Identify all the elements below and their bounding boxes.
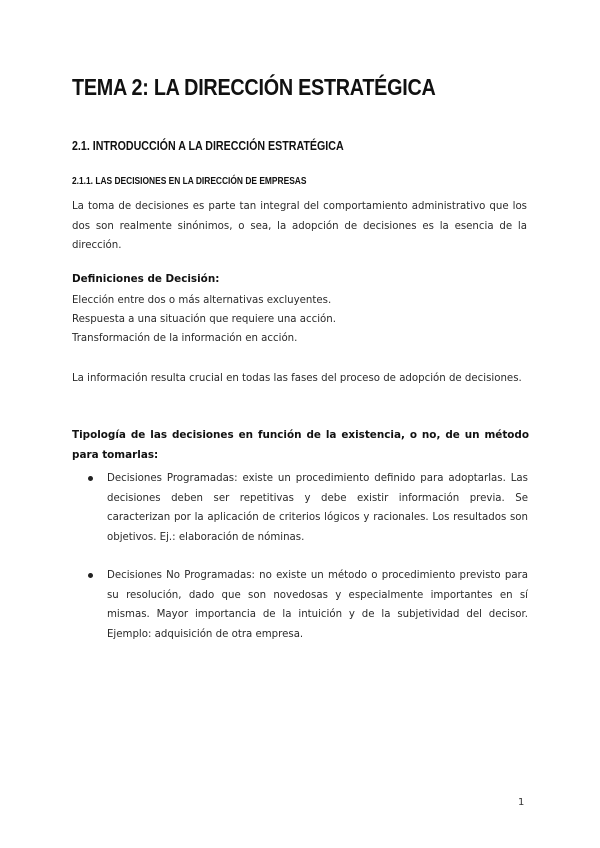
bullet-icon xyxy=(88,476,93,481)
definitions-list xyxy=(72,291,336,348)
page-number: 1 xyxy=(518,797,525,808)
definition-item: Elección entre dos o más alternativas excluyentes. xyxy=(72,295,332,306)
section-heading: 2.1. INTRODUCCIÓN A LA DIRECCIÓN ESTRATÉGICA xyxy=(72,138,344,153)
page-title: TEMA 2: LA DIRECCIÓN ESTRATÉGICA xyxy=(72,74,436,100)
list-item-text: Decisiones No Programadas: no existe un método o procedimiento previsto para su resolución, dado que son novedosas y especialmente importantes en sí mismas. Mayor importancia de la intuición y de la subjetividad del decisor. Ejemplo: adquisición de otra empresa. xyxy=(107,570,528,640)
definitions-heading: Definiciones de Decisión: xyxy=(72,273,220,285)
definition-item: Respuesta a una situación que requiere una acción. xyxy=(72,314,336,325)
list-item xyxy=(86,469,528,547)
intro-paragraph: La toma de decisiones es parte tan integral del comportamiento administrativo que los dos son realmente sinónimos, o sea, la adopción de decisiones es la esencia de la dirección. xyxy=(72,201,527,251)
typology-heading: Tipología de las decisiones en función de la existencia, o no, de un método para tomarlas: xyxy=(72,429,529,461)
subsection-heading: 2.1.1. LAS DECISIONES EN LA DIRECCIÓN DE EMPRESAS xyxy=(72,175,307,187)
list-item xyxy=(86,566,528,644)
information-paragraph: La información resulta crucial en todas las fases del proceso de adopción de decisiones. xyxy=(72,373,522,384)
typology-list xyxy=(86,469,528,663)
list-item-text: Decisiones Programadas: existe un procedimiento definido para adoptarlas. Las decisiones deben ser repetitivas y debe existir información previa. Se caracterizan por la aplicación de criterios lógicos y racionales. Los resultados son objetivos. Ej.: elaboración de nóminas. xyxy=(107,473,528,543)
definition-item: Transformación de la información en acción. xyxy=(72,333,298,344)
bullet-icon xyxy=(88,573,93,578)
